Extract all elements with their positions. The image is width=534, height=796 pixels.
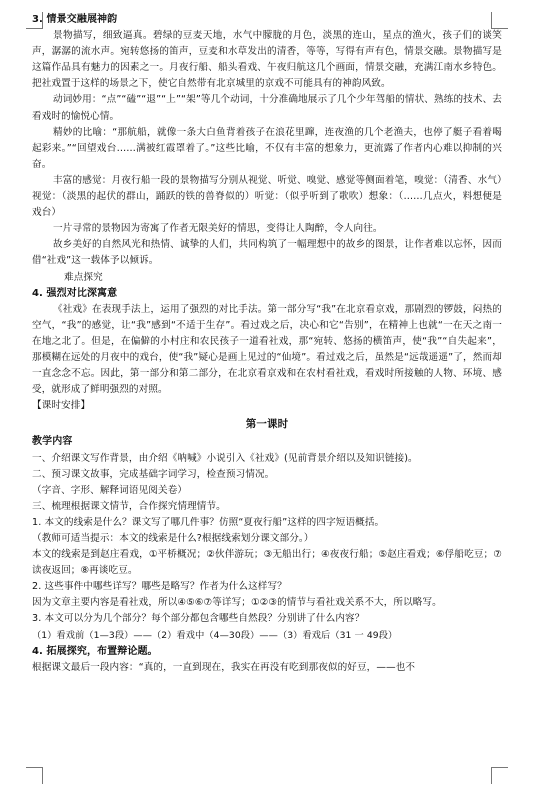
section-3-paragraph-5: 一片寻常的景物因为寄寓了作者无限美好的情思，变得让人陶醉，令人向往。: [53, 223, 383, 235]
schedule-item-2-sub: （字音、字形、解释词语见阅关卷）: [32, 484, 188, 496]
section-3-paragraph-2: 动词妙用：“点”“磕”“退”“上”“架”等几个动词，十分准确地展示了几个少年驾船的情状、熟练的技术、去看戏时的愉悦心情。: [32, 94, 502, 122]
section-3-paragraph-6: 故乡美好的自然风光和热情、诚挚的人们，共同构筑了一幅理想中的故乡的图景，让作者难以忘怀，因而借“社戏”这一载体予以倾诉。: [32, 239, 502, 267]
question-3-answer: （1）看戏前（1—3段）——（2）看戏中（4—30段）——（3）看戏后（31 一 49段）: [32, 629, 398, 641]
section-3-paragraph-3: 精妙的比喻：“那航船，就像一条大白鱼背着孩子在浪花里蹿，连夜渔的几个老渔夫，也停了艇子看着喝起彩来。”“回望戏台……满被红霞罩着了。”这些比喻，不仅有丰富的想象力，更流露了作者内心难以抑制的兴奋。: [32, 126, 502, 170]
lesson-title: 第一课时: [245, 418, 289, 431]
schedule-item-2: 二、预习课文故事，完成基础字词学习，检查预习情况。: [32, 468, 275, 480]
content-heading: 教学内容: [32, 436, 73, 448]
schedule-label: 【课时安排】: [32, 400, 91, 412]
extend-heading: 4. 拓展探究，布置辩论题。: [32, 645, 158, 657]
question-2: 2. 这些事件中哪些详写？哪些是略写？作者为什么这样写？: [32, 581, 287, 593]
question-3: 3. 本文可以分为几个部分？每个部分都包含哪些自然段？分别讲了什么内容？: [32, 613, 365, 625]
difficulty-label: 难点探究: [64, 271, 103, 283]
section-4-heading: 4. 强烈对比深寓意: [32, 287, 118, 299]
crop-mark-bottom-right: [491, 767, 508, 784]
section-4-paragraph-1: 《社戏》在表现手法上，运用了强烈的对比手法。第一部分写“我”在北京看京戏，那剧烈的锣鼓，闷热的空气，“我”的感觉，让“我”感到“不适于生存”。看过戏之后，决心和它“告别”，在精神上也就“一在天之南一在地之北了。但是，在偏僻的小村庄和农民孩子一道看社戏，那“宛转、悠扬的横笛声，使“我”“自失起来”，那模糊在远处的月夜中的戏台，使“我”疑心是画上见过的“仙境”。看过戏之后，虽然是“远哉遥遥”了，然而却一直念念不忘。因此，第一部分和第二部分，在北京看京戏和在农村看社戏，看戏时所接触的人物、环境、感受，就形成了鲜明强烈的对照。: [32, 303, 502, 396]
section-3-paragraph-1: 景物描写，细致逼真。碧绿的豆麦天地，水气中朦胧的月色，淡黑的连山，星点的渔火，孩子们的谈笑声，潺潺的流水声。宛转悠扬的笛声，豆麦和水草发出的清香，等等，写得有声有色，情景交融。景物描写是这篇作品具有魅力的因素之一。月夜行船、船头看戏、午夜归航这几个画面，情景交融，充满江南水乡特色。把社戏置于这样的场景之下，使它自然带有北京城里的京戏不可能具有的神韵风致。: [32, 30, 502, 90]
schedule-item-3: 三、梳理根据课文情节，合作探究情理情节。: [32, 500, 226, 512]
question-1: 1. 本文的线索是什么？课文写了哪几件事？仿照“夏夜行船”这样的四字短语概括。: [32, 516, 385, 528]
question-2-answer: 因为文章主要内容是看社戏，所以④⑤⑥⑦等详写；①②③的情节与看社戏关系不大，所以略写。: [32, 597, 442, 609]
section-3-paragraph-4: 丰富的感觉：月夜行船一段的景物描写分别从视觉、听觉、嗅觉、感觉等侧面着笔，嗅觉：（清香、水气）视觉：（淡黑的起伏的群山，踊跃的铁的兽脊似的）听觉：（似乎听到了歌吹）想象：（……几点火，料想便是戏台）: [32, 174, 502, 219]
extend-paragraph-1: 根据课文最后一段内容：“真的，一直到现在，我实在再没有吃到那夜似的好豆，——也不: [32, 661, 416, 673]
schedule-item-1: 一、介绍课文写作背景，由介绍《呐喊》小说引入《社戏》(见前背景介绍以及知识链接)。: [32, 452, 418, 464]
question-1-hint: （教师可适当提示：本文的线索是什么?根据线索划分课文部分。）: [32, 533, 314, 544]
section-3-heading: 3. 情景交融展神韵: [32, 14, 118, 25]
crop-mark-bottom-left: [26, 767, 43, 784]
question-1-answer: 本文的线索是到赵庄看戏，①平桥概况；②伙伴游玩；③无船出行；④夜夜行船；⑤赵庄看戏；⑥俘船吃豆；⑦读夜返回；⑧再谈吃豆。: [32, 549, 502, 577]
document-page: [32, 12, 502, 676]
